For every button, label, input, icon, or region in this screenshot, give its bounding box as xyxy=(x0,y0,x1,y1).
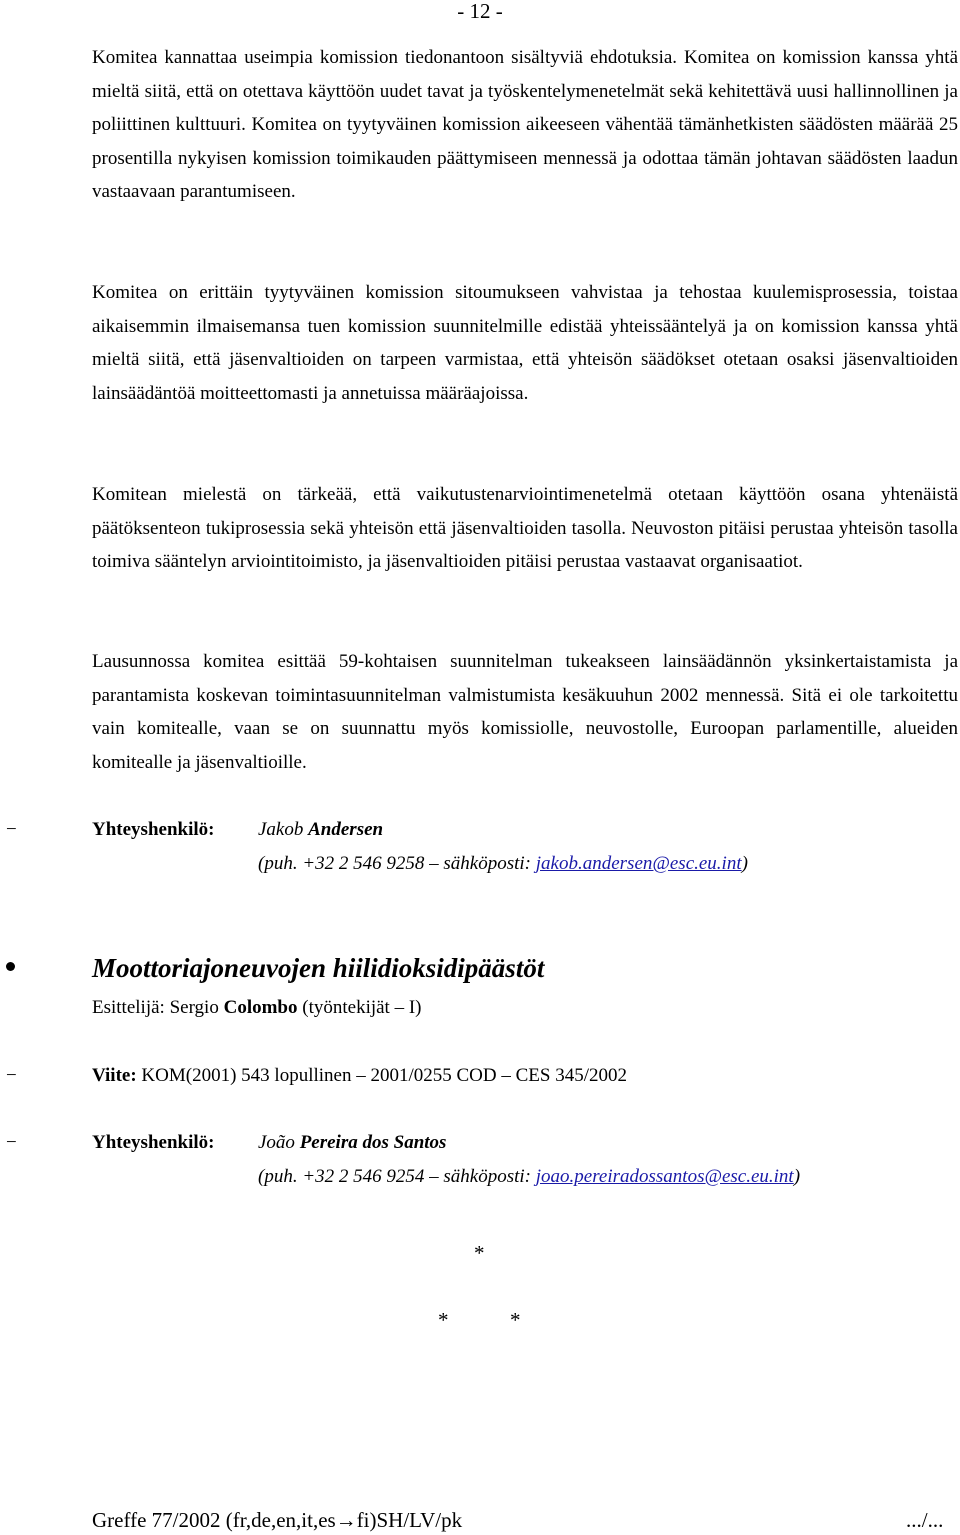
contact-last-name: Andersen xyxy=(308,819,384,840)
reference xyxy=(92,1059,627,1093)
separator-asterisk: * xyxy=(510,1308,521,1332)
bullet-icon xyxy=(6,962,15,971)
rapporteur-last-name: Colombo xyxy=(223,997,298,1018)
contact-name xyxy=(258,813,383,847)
paragraph-1: Komitea kannattaa useimpia komission tiedonantoon sisältyviä ehdotuksia. Komitea on komission kanssa yhtä mieltä siitä, että on otettava käyttöön uudet tavat ja työskentelymenetelmät sekä kehitettävä uusi hallinnollinen ja poliittinen kulttuuri. Komitea on tyytyväinen komission aikeeseen vähentää tämänhetkisten säädösten määrää 25 prosentilla nykyisen komission toimikauden päättymiseen mennessä ja odottaa tämän johtavan säädösten laadun vastaavaan parantumiseen. xyxy=(92,47,958,203)
email-link[interactable]: joao.pereiradossantos@esc.eu.int xyxy=(535,1166,794,1187)
rapporteur-group: (työntekijät – I) xyxy=(297,997,422,1018)
reference-label: Viite: xyxy=(92,1065,137,1086)
rapporteur xyxy=(92,991,422,1025)
footer-reference: Greffe 77/2002 (fr,de,en,it,es→fi)SH/LV/pk xyxy=(92,1508,463,1532)
contact-suffix: ) xyxy=(793,1166,801,1187)
page-number: - 12 - xyxy=(457,0,503,23)
paragraph-3: Komitean mielestä on tärkeää, että vaikutustenarviointimenetelmä otetaan käyttöön osana yhtenäistä päätöksenteon tukiprosessia sekä yhteisön että jäsenvaltioiden tasolla. Neuvoston pitäisi perustaa yhteisön tasolla toimiva sääntelyn arviointitoimisto, ja jäsenvaltioiden pitäisi perustaa vastaavat organisaatiot. xyxy=(92,484,958,573)
contact-label: Yhteyshenkilö: xyxy=(92,819,215,840)
contact-name xyxy=(258,1126,446,1160)
contact-details xyxy=(258,1160,800,1194)
contact-phone: (puh. +32 2 546 9254 – sähköposti: xyxy=(258,1166,536,1187)
rapporteur-prefix: Esittelijä: Sergio xyxy=(92,997,224,1018)
paragraph-2: Komitea on erittäin tyytyväinen komission sitoumukseen vahvistaa ja tehostaa kuulemisprosessia, toistaa aikaisemmin ilmaisemansa tuen komission suunnitelmille edistää yhteissääntelyä ja on komission kanssa yhtä mieltä siitä, että jäsenvaltioiden on tarpeen varmistaa, että yhteisön säädökset otetaan osaksi jäsenvaltioiden lainsäädäntöä moitteettomasti ja annetuissa määräajoissa. xyxy=(92,282,958,404)
list-dash: − xyxy=(6,1065,17,1086)
paragraph-4: Lausunnossa komitea esittää 59-kohtaisen suunnitelman tukeakseen lainsäädännön yksinkertaistamista ja parantamista koskevan toimintasuunnitelman valmistumista kesäkuuhun 2002 mennessä. Sitä ei ole tarkoitettu vain komitealle, vaan se on suunnattu myös komissiolle, neuvostolle, Euroopan parlamentille, alueiden komitealle ja jäsenvaltioille. xyxy=(92,651,958,773)
reference-number: (2001) 543 lopullinen – 2001/0255 xyxy=(185,1065,457,1086)
contact-suffix: ) xyxy=(741,853,748,874)
list-dash: − xyxy=(6,1132,17,1153)
contact-phone: (puh. +32 2 546 9258 – sähköposti: xyxy=(258,853,536,874)
reference-cod: COD xyxy=(456,1065,497,1086)
email-link[interactable]: jakob.andersen@esc.eu.int xyxy=(535,853,742,874)
section-title: Moottoriajoneuvojen hiilidioksidipäästöt xyxy=(92,953,545,983)
reference-ces: – CES 345/2002 xyxy=(496,1065,627,1086)
contact-last-name: Pereira dos Santos xyxy=(299,1132,447,1153)
contact-label: Yhteyshenkilö: xyxy=(92,1132,215,1153)
contact-first-name: Jakob xyxy=(258,819,309,840)
contact-first-name: João xyxy=(258,1132,300,1153)
separator-asterisk: * xyxy=(474,1241,485,1265)
list-dash: − xyxy=(6,819,17,840)
footer-continuation: .../... xyxy=(906,1508,944,1532)
separator-asterisk: * xyxy=(438,1308,449,1332)
reference-kom: KOM xyxy=(141,1065,186,1086)
contact-details xyxy=(258,847,748,881)
